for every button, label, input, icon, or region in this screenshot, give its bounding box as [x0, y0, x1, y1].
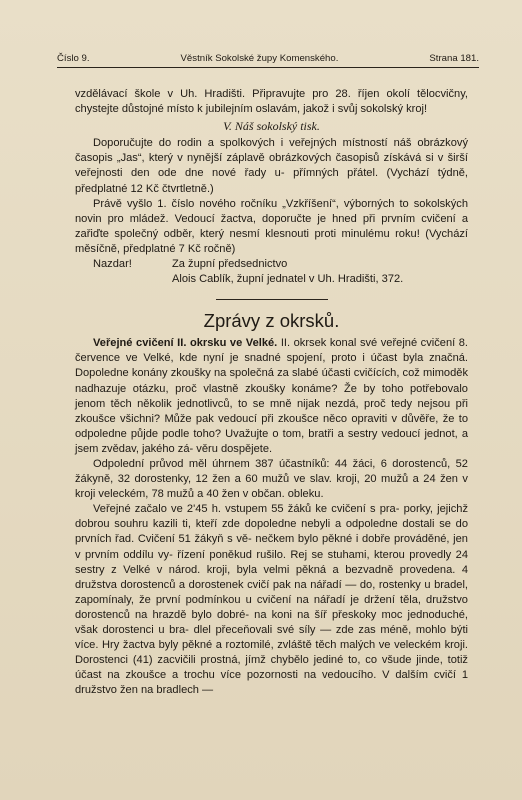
divider-rule [216, 299, 328, 300]
page-number: Strana 181. [429, 53, 479, 64]
greeting: Nazdar! [93, 258, 132, 271]
page-body [75, 87, 468, 698]
issue-number: Číslo 9. [57, 53, 90, 64]
running-header [57, 53, 479, 68]
paragraph-vzkriseni: Právě vyšlo 1. číslo nového ročníku „Vzkříšení“, výborných to sokolských novin pro mládež. Vedoucí žactva, doporučte je hned při prvním cvičení a zařiďte společný odběr, který nesmí klesnouti proti minulému roku! (Vychází měsíčně, předplatné 7 Kč ročně) [75, 197, 468, 255]
procession-paragraph: Odpolední průvod měl úhrnem 387 účastníků: 44 žáci, 6 dorostenců, 52 žákyně, 32 dorostenky, 12 žen a 60 mužů ve slav. kroji, 20 mužů a 24 žen v kroji veleckém, 78 mužů a 40 žen v občan. obleku. [75, 457, 468, 501]
signature-line-1: Za župní předsednictvo [172, 258, 288, 271]
section-heading: Zprávy z okrsků. [203, 310, 340, 332]
intro-paragraph: vzdělávací škole v Uh. Hradišti. Připravujte pro 28. říjen okolí tělocvičny, chystejte důstojné místo k jubilejním oslavám, jakož i svůj sokolský kroj! [75, 88, 468, 116]
paragraph-jas: Doporučujte do rodin a spolkových i veřejných místností náš obrázkový časopis „Jas“, který v nynější záplavě obrázkových časopisů získává si v širší veřejnosti den ode dne nové řady u- přímných přátel. (Vychází týdně, předplatné 12 Kč čtvrtletně.) [75, 137, 468, 195]
section-title: V. Náš sokolský tisk. [223, 119, 320, 134]
signature-line-2: Alois Cablík, župní jednatel v Uh. Hradišti, 372. [172, 273, 404, 286]
report-paragraph: Veřejné cvičení II. okrsku ve Velké. II. okrsek konal své veřejné cvičení 8. července ve Velké, kde nyní je snadné spojení, proto i účast byla značná. Dopoledne konány zkoušky na společná za slabé účasti cvičících, což mimoděk nadhazuje otázku, proč vlastně zkoušky konáme? Že by toho potřebovalo jenom těch několik jednotlivců, to se mně nijak nezdá, proč tedy nejsou při zkoušce všichni? Může pak vedoucí při zkoušce něco opraviti v důvěře, že to odpoledne půjde podle toho? Uvažujte o tom, bratři a sestry vedoucí jednot, a jsem zvědav, jakého zá- věru dospějete. [75, 337, 469, 455]
report-title: Veřejné cvičení II. okrsku ve Velké. [93, 337, 278, 350]
exercise-paragraph: Veřejné začalo ve 2'45 h. vstupem 55 žáků ke cvičení s pra- porky, jejichž dobrou souhru kazili ti, kteří zde dopoledne nebyli a odpoledne dostali se do prvních řad. Cvičení 51 žákyň s vě- nečkem bylo pěkné i dobře prováděné, jen v prvním oddílu vy- řízení poněkud rušilo. Rej se stuhami, kterou provedly 24 sestry z Velké v národ. kroji, byla velmi pěkná a bezvadně provedena. 4 družstva dorostenců a dorostenek cvičí pak na nářadí — do, rostenky u bradel, zapomínaly, že první podmínkou u cvičení na nářadí je držení těla, družstvo dorostenců na hrazdě bylo dobré- na koni na šíř přeskoky moc jednoduché, však dorostenci u bra- dlel přeceňovali své síly — zde zas méně, mohlo býti více. Hry žactva byly pěkné a roztomilé, zvláště těch malých ve veleckém kroji. Dorostenci (41) zacvičili prostná, jímž chybělo jediné to, co všude jinde, totiž účast na zkoušce a trochu více pozornosti na vedoucího. V dalším cvičí 1 družstvo žen na bradlech — [75, 503, 468, 697]
signature-block [75, 257, 468, 272]
journal-title: Věstník Sokolské župy Komenského. [180, 53, 339, 64]
